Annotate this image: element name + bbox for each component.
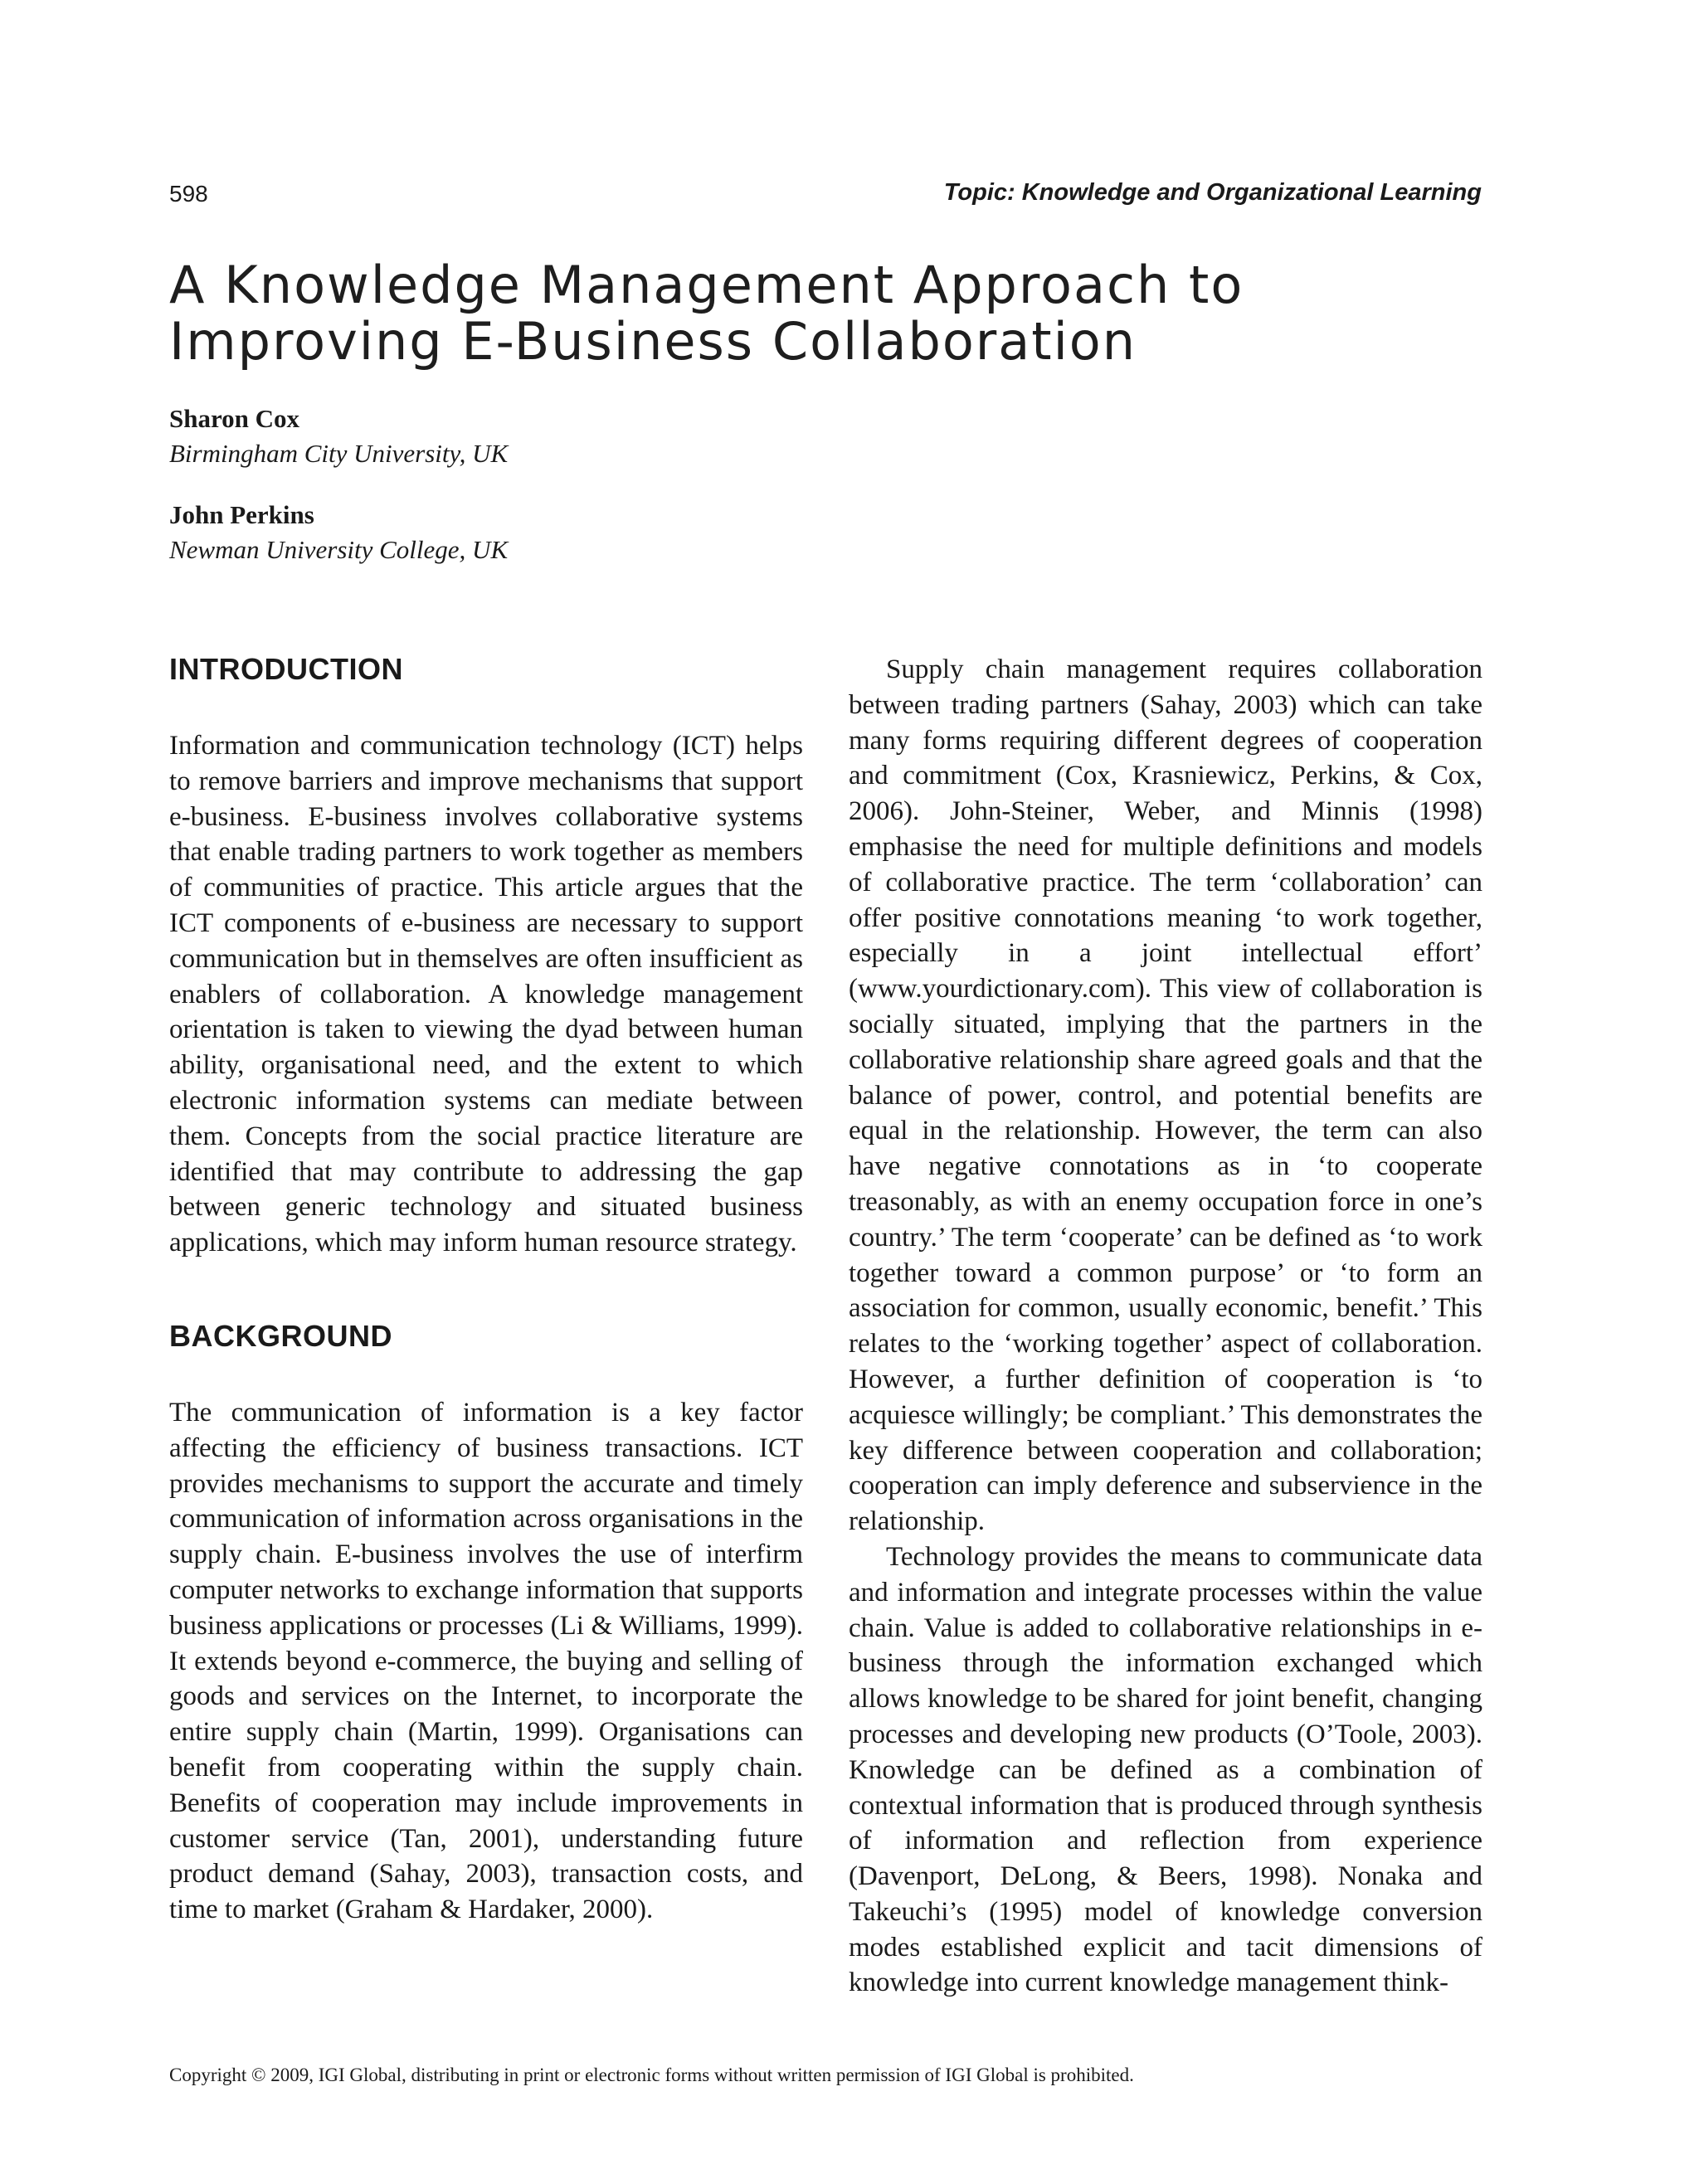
author-affiliation: Birmingham City University, UK: [169, 439, 509, 468]
author-name: John Perkins: [169, 500, 314, 529]
right-column: [849, 652, 1482, 2001]
copyright-notice: Copyright © 2009, IGI Global, distributing in print or electronic forms without written permission of IGI Global is prohibited.: [169, 2065, 1134, 2085]
section-heading-introduction: INTRODUCTION: [169, 652, 403, 686]
author-name: Sharon Cox: [169, 404, 300, 433]
page-number: 598: [169, 181, 208, 207]
author-block: [169, 401, 508, 471]
author-block: [169, 498, 508, 567]
author-affiliation: Newman University College, UK: [169, 535, 509, 564]
introduction-paragraph: Information and communication technology (ICT) helps to remove barriers and improve mechanisms that support e-business. E-business involves collaborative systems that enable trading partners to work together as members of communities of practice. This article argues that the ICT components of e-business are necessary to support communication but in themselves are often insufficient as enablers of collaboration. A knowledge management orientation is taken to viewing the dyad between human ability, organisational need, and the extent to which electronic information systems can mediate between them. Concepts from the social practice literature are identified that may contribute to addressing the gap between generic technology and situated business applications, which may inform human resource strategy.: [169, 731, 803, 1258]
author-list: [169, 401, 508, 594]
running-head: Topic: Knowledge and Organizational Learning: [943, 179, 1482, 206]
background-paragraph: Technology provides the means to communicate data and information and integrate processes within the value chain. Value is added to collaborative relationships in e-business through the information exchanged which allows knowledge to be shared for joint benefit, changing processes and developing new products (O’Toole, 2003). Knowledge can be defined as a combination of contextual information that is produced through synthesis of information and reflection from experience (Davenport, DeLong, & Beers, 1998). Nonaka and Takeuchi’s (1995) model of knowledge conversion modes established explicit and tacit dimensions of knowledge into current knowledge management think-: [849, 1541, 1482, 1998]
left-column: [169, 652, 803, 1928]
section-heading-background: BACKGROUND: [169, 1318, 392, 1353]
background-paragraph: Supply chain management requires collaboration between trading partners (Sahay, 2003) which can take many forms requiring different degrees of cooperation and commitment (Cox, Krasniewicz, Perkins, & Cox, 2006). John-Steiner, Weber, and Minnis (1998) emphasise the need for multiple definitions and models of collaborative practice. The term ‘collaboration’ can offer positive connotations meaning ‘to work together, especially in a joint intellectual effort’ (www.yourdictionary.com). This view of collaboration is socially situated, implying that the partners in the collaborative relationship share agreed goals and that the balance of power, control, and potential benefits are equal in the relationship. However, the term can also have negative connotations as in ‘to cooperate treasonably, as with an enemy occupation force in one’s country.’ The term ‘cooperate’ can be defined as ‘to work together toward a common purpose’ or ‘to form an association for common, usually economic, benefit.’ This relates to the ‘working together’ aspect of collaboration. However, a further definition of cooperation is ‘to acquiesce willingly; be compliant.’ This demonstrates the key difference between cooperation and collaboration; cooperation can imply deference and subservience in the relationship.: [849, 654, 1482, 1537]
article-title: A Knowledge Management Approach to Improving E-Business Collaboration: [169, 255, 1244, 372]
background-paragraph: The communication of information is a key factor affecting the efficiency of business transactions. ICT provides mechanisms to support the accurate and timely communication of information across organisations in the supply chain. E-business involves the use of interfirm computer networks to exchange information that supports business applications or processes (Li & Williams, 1999). It extends beyond e-commerce, the buying and selling of goods and services on the Internet, to incorporate the entire supply chain (Martin, 1999). Organisations can benefit from cooperating within the supply chain. Benefits of cooperation may include improvements in customer service (Tan, 2001), understanding future product demand (Sahay, 2003), transaction costs, and time to market (Graham & Hardaker, 2000).: [169, 1397, 803, 1925]
